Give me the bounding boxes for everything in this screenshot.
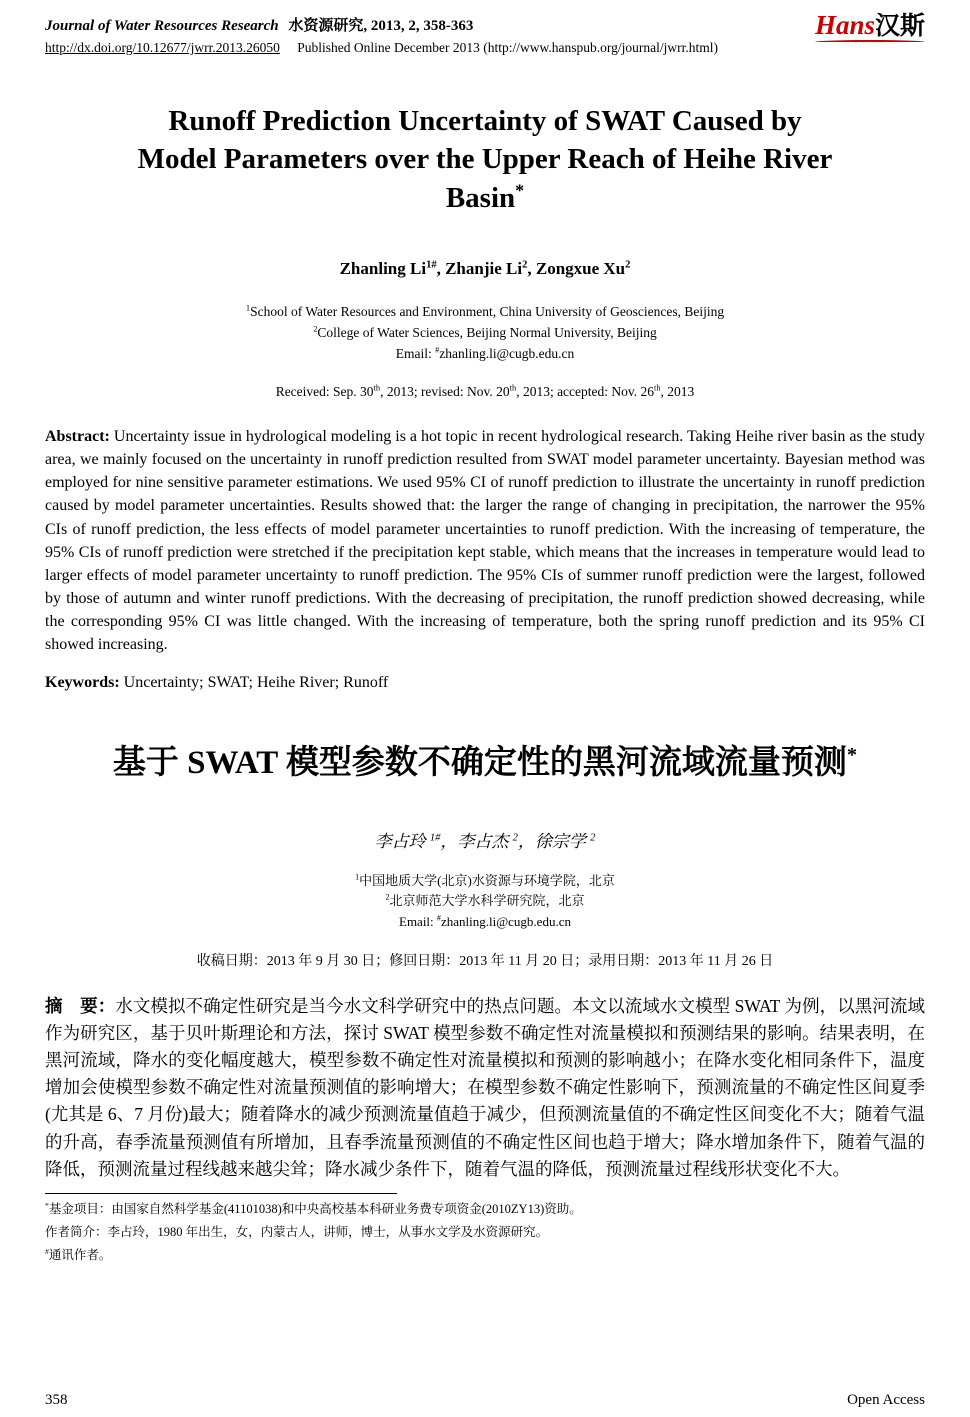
keywords-text: Uncertainty; SWAT; Heihe River; Runoff (119, 673, 389, 691)
received-part: , 2013; revised: Nov. 20 (380, 383, 510, 399)
footnote-text: 基金项目：由国家自然科学基金(41101038)和中央高校基本科研业务费专项资金(2010ZY13)资助。 (48, 1201, 582, 1216)
affiliation-sup: 1 (355, 872, 360, 882)
affiliation-line (45, 891, 925, 912)
published-online-text: Published Online December 2013 (http://www.hanspub.org/journal/jwrr.html) (297, 40, 718, 55)
footnote-line (45, 1198, 925, 1221)
title-line-3 (45, 179, 925, 217)
affiliation-line (45, 871, 925, 892)
affiliation-line (45, 322, 925, 343)
journal-title: Journal of Water Resources Research (45, 18, 279, 34)
title-line-1: Runoff Prediction Uncertainty of SWAT Caused by (168, 105, 802, 137)
email-line (45, 912, 925, 933)
affiliation-text: 北京师范大学水科学研究院，北京 (389, 893, 585, 909)
affiliation-line (45, 301, 925, 322)
received-part: Received: Sep. 30 (275, 383, 374, 399)
authors-line-en (45, 259, 925, 279)
email-label: Email: (395, 346, 436, 362)
cn-title-footnote-marker: * (846, 743, 858, 766)
email-label: Email: (399, 914, 437, 930)
footnotes (45, 1198, 925, 1267)
received-part: , 2013 (660, 383, 695, 399)
affiliation-text: College of Water Sciences, Beijing Normal University, Beijing (317, 325, 657, 341)
author-sup: 2 (625, 259, 631, 271)
footnote-line (45, 1244, 925, 1267)
affiliation-text: School of Water Resources and Environment, China University of Geosciences, Beijing (250, 303, 725, 319)
author-sup: 2 (522, 259, 528, 271)
hans-logo-cn: 汉斯 (874, 13, 925, 40)
email-sup: # (435, 345, 440, 355)
page-number: 358 (45, 1392, 68, 1408)
footnote-marker: * (45, 1200, 49, 1210)
affiliations-cn (45, 871, 925, 933)
abstract-label: Abstract: (45, 427, 110, 445)
authors-line-cn (45, 827, 925, 852)
author-name: Zongxue Xu (535, 258, 626, 278)
hans-logo-en: Hans (814, 10, 875, 40)
abstract-text: 水文模拟不确定性研究是当今水文科学研究中的热点问题。本文以流域水文模型 SWAT 为例，以黑河流域作为研究区，基于贝叶斯理论和方法，探讨 SWAT 模型参数不确定性对流量模拟和预测结果的影响。结果表明，在黑河流域，降水的变化幅度越大，模型参数不确定性对流量模拟和预测的影响越小；在降水变化相同条件下，温度增加会使模型参数不确定性对流量预测值的影响增大；在模型参数不确定性影响下，预测流量的不确定性区间夏季(尤其是 6、7 月份)最大；随着降水的减少预测流量值趋于减少，但预测流量值的不确定性区间变化不大；随着气温的升高，春季流量预测值有所增加，且春季流量预测值的不确定性区间也趋于增大；降水增加条件下，随着气温的降低，预测流量过程线越来越尖耸；降水减少条件下，随着气温的降低，预测流量过程线形状变化不大。 (45, 995, 925, 1179)
doi-line (45, 40, 718, 56)
author-name: 李占杰 (457, 831, 513, 851)
affiliation-sup: 2 (313, 324, 318, 334)
hans-logo-swoosh-icon (815, 40, 925, 42)
author-name: Zhanjie Li (445, 258, 523, 278)
email-address: zhanling.li@cugb.edu.cn (440, 914, 571, 930)
ordinal-sup: th (509, 383, 517, 393)
footnote-line (45, 1221, 925, 1244)
footnote-text: 作者简介：李占玲，1980 年出生，女，内蒙古人，讲师，博士，从事水文学及水资源研究。 (45, 1224, 549, 1239)
received-part: , 2013; accepted: Nov. 26 (516, 383, 655, 399)
page-footer (45, 1392, 925, 1409)
abstract-text: Uncertainty issue in hydrological modeling is a hot topic in recent hydrological research. Taking Heihe river basin as the study area, we mainly focused on the uncertainty in runoff prediction resulted from SWAT model parameter uncertainty. Bayesian method was employed for nine sensitive parameter estimations. We used 95% CI of runoff prediction to illustrate the uncertainty in runoff prediction caused by model parameter uncertainties. Results showed that: the larger the range of changing in precipitation, the narrower the 95% CIs of runoff prediction, the less effects of model parameter uncertainties to runoff prediction. With the increasing of temperature, the 95% CIs of runoff prediction were stretched if the precipitation kept stable, which means that the increases in temperature would lead to larger effects of model parameter uncertainty to runoff prediction. The 95% CIs of summer runoff prediction were the largest, followed by those of autumn and winter runoff predictions. With the decreasing of precipitation, the runoff prediction showed decreasing, while the corresponding 95% CI was little changed. With the increasing of temperature, both the spring runoff prediction and its 95% CI showed increasing. (45, 427, 925, 654)
email-address: zhanling.li@cugb.edu.cn (439, 346, 575, 362)
abstract-en (45, 425, 925, 657)
author-sup: 1# (429, 831, 441, 843)
journal-issue-info: 水资源研究, 2013, 2, 358-363 (288, 18, 474, 34)
author-separator: ， (440, 831, 458, 851)
journal-title-line (45, 10, 718, 35)
affiliation-sup: 2 (385, 893, 390, 903)
author-name: 李占玲 (374, 831, 430, 851)
page-header (45, 10, 925, 56)
journal-header-block (45, 10, 718, 56)
received-dates-line (45, 384, 925, 400)
keywords-label: Keywords: (45, 673, 120, 691)
email-line (45, 343, 925, 364)
affiliation-text: 中国地质大学(北京)水资源与环境学院，北京 (359, 872, 615, 888)
author-separator: , (527, 258, 536, 278)
title-line-2: Model Parameters over the Upper Reach of Heihe River (137, 143, 833, 176)
hans-logo (815, 10, 925, 42)
cn-title-text: 基于 SWAT 模型参数不确定性的黑河流域流量预测 (112, 744, 847, 781)
affiliations-en (45, 301, 925, 365)
author-sup: 2 (512, 831, 518, 843)
affiliation-sup: 1 (245, 303, 251, 313)
title-line-3-text: Basin (445, 181, 516, 214)
abstract-cn (45, 993, 925, 1183)
author-separator: , (436, 258, 446, 278)
author-separator: ， (517, 831, 535, 851)
email-sup: # (436, 913, 441, 923)
article-title-cn (45, 742, 925, 785)
author-sup: 1# (426, 259, 437, 271)
dates-line-cn: 收稿日期：2013 年 9 月 30 日；修回日期：2013 年 11 月 20 日；录用日期：2013 年 11 月 26 日 (196, 953, 774, 969)
open-access-label: Open Access (847, 1392, 925, 1408)
footnote-separator (45, 1193, 397, 1194)
footnote-text: 通讯作者。 (48, 1248, 112, 1263)
author-name: 徐宗学 (534, 831, 591, 851)
ordinal-sup: th (373, 383, 381, 393)
footnote-marker: # (45, 1246, 49, 1256)
doi-link[interactable]: http://dx.doi.org/10.12677/jwrr.2013.26050 (45, 40, 280, 55)
keywords-en (45, 674, 925, 692)
author-sup: 2 (590, 831, 596, 843)
ordinal-sup: th (654, 383, 661, 393)
article-title-en (45, 102, 925, 217)
abstract-label: 摘 要： (45, 995, 116, 1016)
title-footnote-marker: * (515, 179, 525, 200)
author-name: Zhanling Li (339, 258, 427, 278)
